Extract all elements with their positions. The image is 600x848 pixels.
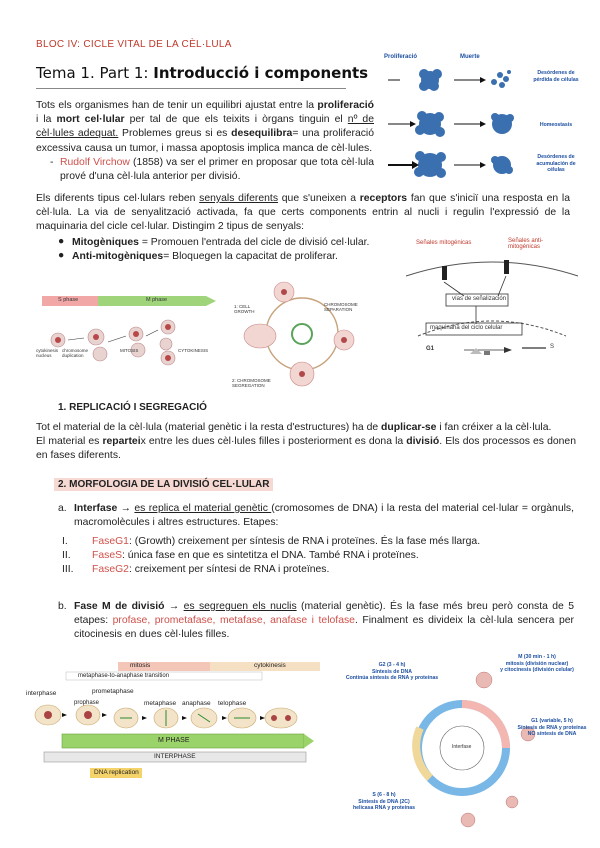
mitosis-drawing <box>26 660 326 785</box>
phase-m-item: b. Fase M de divisió → es segreguen els nuclis (material genètic). És la fase més breu però consta de 5 etapes: profase, prometafase, metafase, anafase i telofase. Finalment es divideix la cèl·lula sencera per citocinesis en dues cèl·lules filles. <box>58 601 574 641</box>
cell-cycle-circle-figure: 1: CELL GROWTH CHROMOSOME SEPARATION 2: CHROMOSOME SEGREGATION <box>232 278 372 390</box>
cell-cycle-stages-figure: S phase M phase cytokinesis nucleus chromosome duplication MITOSIS CYTOKINESIS <box>36 292 226 370</box>
signals-item-antimitogenic: ● Anti-mitogèniques= Bloquegen la capacitat de proliferar. <box>58 250 338 262</box>
interfase-item: a. Interfase → es replica el material genètic (cromosomes de DNA) i la resta del material cel·lular = orgànuls, macromolècules i altres estructures. Etapes: <box>58 503 575 529</box>
phase-s-item: II. FaseS: única fase en que es sintetitza el DNA. També RNA i proteïnes. <box>62 550 419 561</box>
cell-membrane-drawing <box>404 236 580 386</box>
signaling-pathway-figure: Señales mitogénicas Señales anti-mitogénicas vías de señalización maquinaria del ciclo celular G1 S <box>404 236 580 386</box>
signals-item-mitogenic: ● Mitogèniques = Promouen l'entrada del cicle de divisió cel·lular. <box>58 236 370 248</box>
title-bold: Introducció i components <box>153 64 369 82</box>
cycle-circle-drawing <box>232 278 372 390</box>
signals-paragraph: Els diferents tipus cel·lulars reben senyals diferents que s'uneixen a receptors fan que s'iniciï una resposta en la cèl·lula. La via de senyalització activada, fa que certs components entrin al nucli i regulin l'expressió de la maquinaria del cicle cel·lular. Distingim 2 tipus de senyals: <box>36 193 570 233</box>
section-1-title: 1. REPLICACIÓ I SEGREGACIÓ <box>58 402 207 413</box>
page-title <box>36 64 368 82</box>
title-rule <box>36 88 346 89</box>
virchow-item: - Rudolf Virchow (1858) va ser el primer en proposar que tota cèl·lula prové d'una cèl·lula anterior per divisió. <box>50 157 374 183</box>
block-label: BLOC IV: CICLE VITAL DE LA CÈL·LULA <box>36 39 232 50</box>
title-prefix: Tema 1. Part 1: <box>36 64 154 82</box>
cycle-wheel-figure: G2 (3 - 4 h) Síntesis de DNA Continúa síntesis de RNA y proteínas M (30 min - 1 h) mitosis (división nuclear) y citocinesis (división celular) G1 (variable, 5 h) Síntesis de RNA y proteínas NO síntesis de DNA S (6 - 8 h) Síntesis de DNA (2C) helicasa RNA y proteínas Interfase <box>332 652 592 836</box>
virchow-name: Rudolf Virchow <box>60 157 130 168</box>
phase-g2-item: III. FaseG2: creixement per síntesi de RNA i proteïnes. <box>62 564 330 575</box>
proliferation-death-figure: Proliferació Muerte Desórdenes de pérdida de células Homeostasis Desórdenes de acumulación de células <box>382 52 582 187</box>
phase-g1-item: I. FaseG1: (Growth) creixement per síntesis de RNA i proteïnes. És la fase més llarga. <box>62 536 481 547</box>
dash-bullet: - <box>50 157 54 168</box>
section-1-paragraph: Tot el material de la cèl·lula (material genètic i la resta d'estructures) ha de duplicar-se i fan créixer a la cèl·lula. El material es reparteix entre les dues cèl·lules filles i posteriorment es dona la divisió. Els dos processos es donen en fases diferents. <box>36 422 576 462</box>
intro-paragraph: Tots els organismes han de tenir un equilibri ajustat entre la proliferació i la mort cel·lular per tal de que els teixits i òrgans tinguin el nº de cèl·lules adequat. Problemes greus si es desequilibra= una proliferació excessiva causa un tumor, i massa apoptosis implica manca de cèl·lules. <box>36 100 374 154</box>
stage-bar-drawing <box>36 292 226 370</box>
mitosis-phases-figure: mitosis cytokinesis metaphase-to-anaphase transition interphase prometaphase prophase metaphase anaphase telophase M PHASE INTERPHASE DNA replication <box>26 660 326 785</box>
section-2-title: 2. MORFOLOGIA DE LA DIVISIÓ CEL·LULAR <box>54 479 273 490</box>
